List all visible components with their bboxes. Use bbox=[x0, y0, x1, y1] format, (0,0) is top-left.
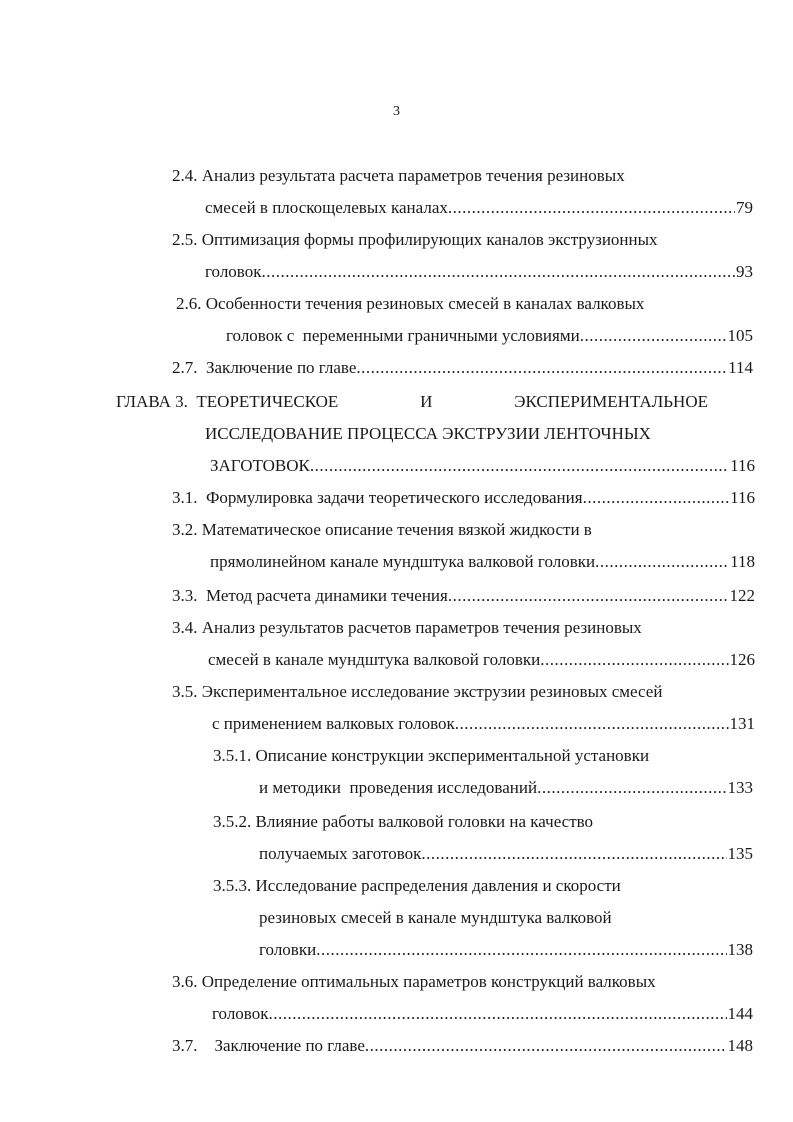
toc-entry-3-5-3-line-3 bbox=[259, 938, 753, 962]
toc-entry-3-5-2-line-1: 3.5.2. Влияние работы валковой головки на качество bbox=[213, 812, 594, 831]
toc-page-ref: 105 bbox=[727, 326, 753, 345]
toc-entry-text: и методики проведения исследований bbox=[259, 778, 538, 797]
toc-entry-text: 3.1. Формулировка задачи теоретического исследования bbox=[172, 488, 583, 507]
toc-entry-3-6-line-2 bbox=[212, 1002, 753, 1026]
leader-dots bbox=[268, 1002, 726, 1026]
chapter-title-part: ЭКСПЕРИМЕНТАЛЬНОЕ bbox=[514, 392, 708, 411]
toc-entry-3-1 bbox=[172, 486, 755, 510]
toc-page-ref: 135 bbox=[727, 844, 753, 863]
leader-dots bbox=[448, 584, 729, 608]
toc-entry-text: головки bbox=[259, 940, 317, 959]
toc-entry-2-5-line-2 bbox=[205, 260, 753, 284]
toc-entry-3-5-2-line-2 bbox=[259, 842, 753, 866]
toc-page-ref: 131 bbox=[729, 714, 755, 733]
toc-entry-2-6-line-1: 2.6. Особенности течения резиновых смесей в каналах валковых bbox=[176, 294, 645, 313]
toc-entry-3-5-line-1: 3.5. Экспериментальное исследование экструзии резиновых смесей bbox=[172, 682, 663, 701]
toc-entry-2-4-line-1: 2.4. Анализ результата расчета параметров течения резиновых bbox=[172, 166, 625, 185]
toc-entry-2-7 bbox=[172, 356, 753, 380]
toc-entry-text: 3.3. Метод расчета динамики течения bbox=[172, 586, 448, 605]
toc-entry-text: головок bbox=[205, 262, 262, 281]
toc-page-ref: 116 bbox=[730, 456, 755, 475]
toc-entry-3-2-line-2 bbox=[210, 550, 755, 574]
toc-page-ref: 79 bbox=[736, 198, 753, 217]
leader-dots bbox=[448, 196, 735, 220]
toc-entry-text: 2.7. Заключение по главе bbox=[172, 358, 357, 377]
toc-entry-2-5-line-1: 2.5. Оптимизация формы профилирующих каналов экструзионных bbox=[172, 230, 658, 249]
toc-entry-3-3 bbox=[172, 584, 755, 608]
toc-page-ref: 118 bbox=[730, 552, 755, 571]
leader-dots bbox=[356, 356, 727, 380]
toc-page-ref: 148 bbox=[727, 1036, 753, 1055]
toc-entry-text: получаемых заготовок bbox=[259, 844, 422, 863]
toc-entry-3-5-1-line-1: 3.5.1. Описание конструкции экспериментальной установки bbox=[213, 746, 650, 765]
toc-page-ref: 144 bbox=[727, 1004, 753, 1023]
leader-dots bbox=[583, 486, 730, 510]
toc-entry-3-5-1-line-2 bbox=[259, 776, 753, 800]
toc-page-ref: 122 bbox=[729, 586, 755, 605]
toc-entry-3-5-3-line-2: резиновых смесей в канале мундштука валковой bbox=[259, 908, 612, 927]
leader-dots bbox=[421, 842, 726, 866]
toc-page-ref: 138 bbox=[727, 940, 753, 959]
toc-entry-3-4-line-1: 3.4. Анализ результатов расчетов параметров течения резиновых bbox=[172, 618, 642, 637]
leader-dots bbox=[261, 260, 735, 284]
toc-entry-text: смесей в плоскощелевых каналах bbox=[205, 198, 448, 217]
toc-chapter-3-line-1 bbox=[116, 390, 708, 414]
leader-dots bbox=[537, 776, 726, 800]
toc-entry-text: головок bbox=[212, 1004, 269, 1023]
toc-chapter-3-line-3 bbox=[210, 454, 755, 478]
toc-page-ref: 93 bbox=[736, 262, 753, 281]
toc-entry-3-5-line-2 bbox=[212, 712, 755, 736]
leader-dots bbox=[316, 938, 726, 962]
toc-chapter-3-line-2: ИССЛЕДОВАНИЕ ПРОЦЕССА ЭКСТРУЗИИ ЛЕНТОЧНЫХ bbox=[205, 424, 651, 443]
toc-entry-text: ЗАГОТОВОК bbox=[210, 456, 310, 475]
toc-page-ref: 114 bbox=[728, 358, 753, 377]
leader-dots bbox=[540, 648, 728, 672]
leader-dots bbox=[580, 324, 727, 348]
toc-entry-text: смесей в канале мундштука валковой головки bbox=[208, 650, 541, 669]
toc-entry-2-4-line-2 bbox=[205, 196, 753, 220]
leader-dots bbox=[310, 454, 729, 478]
toc-entry-3-7 bbox=[172, 1034, 753, 1058]
page-number: 3 bbox=[393, 104, 400, 119]
chapter-title-part: И bbox=[420, 392, 433, 411]
toc-page-ref: 116 bbox=[730, 488, 755, 507]
toc-entry-text: с применением валковых головок bbox=[212, 714, 455, 733]
toc-entry-3-4-line-2 bbox=[208, 648, 755, 672]
toc-entry-text: прямолинейном канале мундштука валковой головки bbox=[210, 552, 596, 571]
toc-entry-3-6-line-1: 3.6. Определение оптимальных параметров конструкций валковых bbox=[172, 972, 656, 991]
toc-page-ref: 133 bbox=[727, 778, 753, 797]
toc-page-ref: 126 bbox=[729, 650, 755, 669]
toc-entry-text: головок с переменными граничными условиями bbox=[226, 326, 580, 345]
toc-entry-text: 3.7. Заключение по главе bbox=[172, 1036, 365, 1055]
leader-dots bbox=[595, 550, 729, 574]
toc-entry-3-5-3-line-1: 3.5.3. Исследование распределения давления и скорости bbox=[213, 876, 621, 895]
toc-entry-2-6-line-2 bbox=[226, 324, 753, 348]
toc-entry-3-2-line-1: 3.2. Математическое описание течения вязкой жидкости в bbox=[172, 520, 592, 539]
leader-dots bbox=[455, 712, 729, 736]
chapter-title-part: ГЛАВА 3. ТЕОРЕТИЧЕСКОЕ bbox=[116, 392, 339, 411]
leader-dots bbox=[365, 1034, 727, 1058]
